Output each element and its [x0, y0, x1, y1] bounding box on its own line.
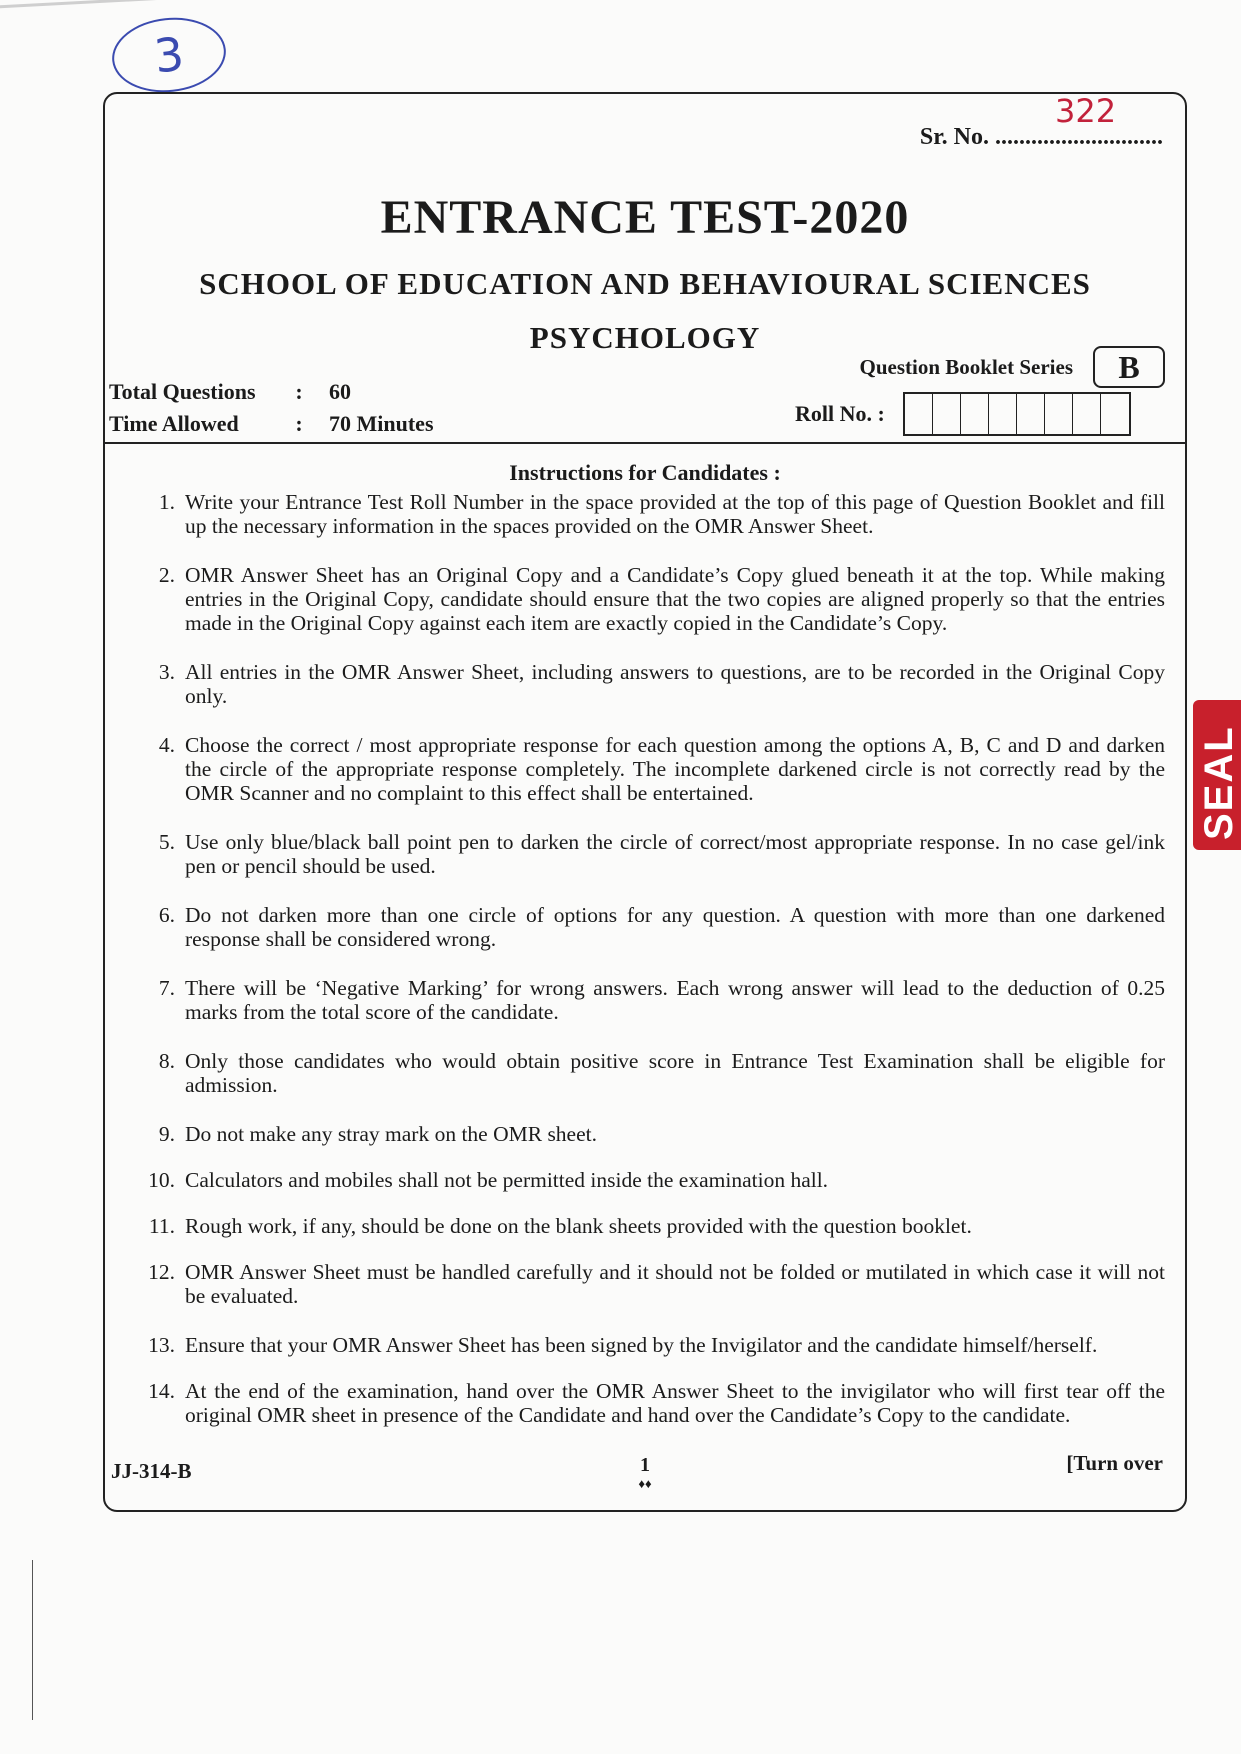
instruction-item: [135, 660, 1165, 708]
instruction-text: All entries in the OMR Answer Sheet, including answers to questions, are to be recorded in the Original Copy only.: [185, 660, 1165, 708]
instruction-number: 10.: [148, 1168, 175, 1192]
turn-over-note: [Turn over: [1066, 1451, 1163, 1475]
total-questions-label: Total Questions: [109, 379, 256, 404]
instruction-item: [135, 1122, 1165, 1146]
instruction-number: 13.: [148, 1333, 175, 1357]
seal-tab-label: SEAL: [1197, 725, 1241, 840]
instructions-list: [135, 490, 1165, 1452]
instruction-number: 11.: [148, 1214, 175, 1238]
instruction-item: [135, 490, 1165, 538]
instruction-text: At the end of the examination, hand over the OMR Answer Sheet to the invigilator who will first tear off the original OMR sheet in presence of the Candidate and hand over the Candidate’s Copy to the candidate.: [185, 1379, 1165, 1427]
instruction-text: OMR Answer Sheet must be handled carefully and it should not be folded or mutilated in which case it will not be evaluated.: [185, 1260, 1165, 1308]
instruction-item: [135, 1049, 1165, 1097]
instruction-text: Use only blue/black ball point pen to darken the circle of correct/most appropriate response. In no case gel/ink pen or pencil should be used.: [185, 830, 1165, 878]
instruction-item: [135, 1214, 1165, 1238]
instruction-number: 14.: [148, 1379, 175, 1403]
page-number: [105, 1454, 1185, 1490]
booklet-series-label: Question Booklet Series: [859, 354, 1073, 379]
roll-digit-box[interactable]: [1017, 394, 1045, 434]
instruction-text: Do not darken more than one circle of options for any question. A question with more than one darkened response shall be considered wrong.: [185, 903, 1165, 951]
instruction-number: 2.: [158, 563, 175, 587]
time-allowed-row: [109, 408, 434, 440]
instruction-text: Only those candidates who would obtain positive score in Entrance Test Examination shall be eligible for admission.: [185, 1049, 1165, 1097]
roll-digit-box[interactable]: [933, 394, 961, 434]
instruction-item: [135, 1260, 1165, 1308]
instruction-text: Rough work, if any, should be done on the blank sheets provided with the question booklet.: [185, 1214, 972, 1238]
roll-number-label: Roll No. :: [795, 401, 885, 426]
roll-digit-box[interactable]: [1073, 394, 1101, 434]
booklet-cover-frame: [103, 92, 1187, 1512]
instruction-number: 3.: [158, 660, 175, 684]
instruction-number: 8.: [158, 1049, 175, 1073]
serial-number-label: Sr. No. ............................: [919, 124, 1163, 150]
instruction-text: Calculators and mobiles shall not be permitted inside the examination hall.: [185, 1168, 829, 1192]
diamond-ornament: ♦♦: [638, 1476, 652, 1491]
colon: :: [295, 379, 303, 404]
seal-tab: [1193, 700, 1241, 850]
total-questions-row: [109, 376, 434, 408]
time-allowed-label: Time Allowed: [109, 411, 239, 436]
instruction-text: Choose the correct / most appropriate response for each question among the options A, B, C and D and darken the circle of the appropriate response completely. The incomplete darkened circle is not correctly read by the OMR Scanner and no complaint to this effect shall be entertained.: [185, 733, 1165, 805]
serial-number-value: 322: [1055, 92, 1117, 130]
instruction-item: [135, 976, 1165, 1024]
instruction-item: [135, 903, 1165, 951]
subject-name: PSYCHOLOGY: [529, 320, 761, 355]
instruction-item: [135, 1168, 1165, 1192]
roll-digit-box[interactable]: [989, 394, 1017, 434]
header-divider: [105, 442, 1185, 444]
school-name: SCHOOL OF EDUCATION AND BEHAVIOURAL SCIENCES: [199, 266, 1091, 301]
time-allowed-value: 70 Minutes: [329, 411, 434, 436]
instruction-number: 7.: [158, 976, 175, 1000]
instruction-text: There will be ‘Negative Marking’ for wrong answers. Each wrong answer will lead to the deduction of 0.25 marks from the total score of the candidate.: [185, 976, 1165, 1024]
page-number-value: 1: [640, 1454, 650, 1476]
instructions-title: Instructions for Candidates :: [509, 460, 781, 485]
exam-meta: [109, 376, 434, 440]
instruction-item: [135, 1333, 1165, 1357]
colon: :: [295, 411, 303, 436]
margin-line: [32, 1560, 33, 1720]
instruction-text: OMR Answer Sheet has an Original Copy and a Candidate’s Copy glued beneath it at the top. While making entries in the Original Copy, candidate should ensure that the two copies are aligned properly so that the entries made in the Original Copy against each item are exactly copied in the Candidate’s Copy.: [185, 563, 1165, 635]
handwritten-page-mark: 3: [108, 12, 229, 98]
instruction-item: [135, 830, 1165, 878]
instruction-number: 5.: [158, 830, 175, 854]
instruction-number: 6.: [158, 903, 175, 927]
exam-title: ENTRANCE TEST-2020: [380, 191, 910, 244]
instruction-item: [135, 733, 1165, 805]
instruction-text: Do not make any stray mark on the OMR sheet.: [185, 1122, 597, 1146]
instruction-number: 9.: [158, 1122, 175, 1146]
roll-number: [795, 392, 1131, 436]
instruction-text: Write your Entrance Test Roll Number in the space provided at the top of this page of Question Booklet and fill up the necessary information in the spaces provided on the OMR Answer Sheet.: [185, 490, 1165, 538]
instruction-number: 1.: [158, 490, 175, 514]
roll-number-boxes[interactable]: [903, 392, 1131, 436]
instruction-item: [135, 1379, 1165, 1427]
roll-digit-box[interactable]: [1045, 394, 1073, 434]
roll-digit-box[interactable]: [905, 394, 933, 434]
instruction-item: [135, 563, 1165, 635]
instruction-number: 12.: [148, 1260, 175, 1284]
booklet-code: JJ-314-B: [111, 1459, 192, 1483]
booklet-series: [860, 346, 1166, 388]
roll-digit-box[interactable]: [961, 394, 989, 434]
booklet-series-value: B: [1093, 346, 1165, 388]
total-questions-value: 60: [329, 379, 351, 404]
instruction-number: 4.: [158, 733, 175, 757]
roll-digit-box[interactable]: [1101, 394, 1129, 434]
instruction-text: Ensure that your OMR Answer Sheet has been signed by the Invigilator and the candidate himself/herself.: [185, 1333, 1098, 1357]
